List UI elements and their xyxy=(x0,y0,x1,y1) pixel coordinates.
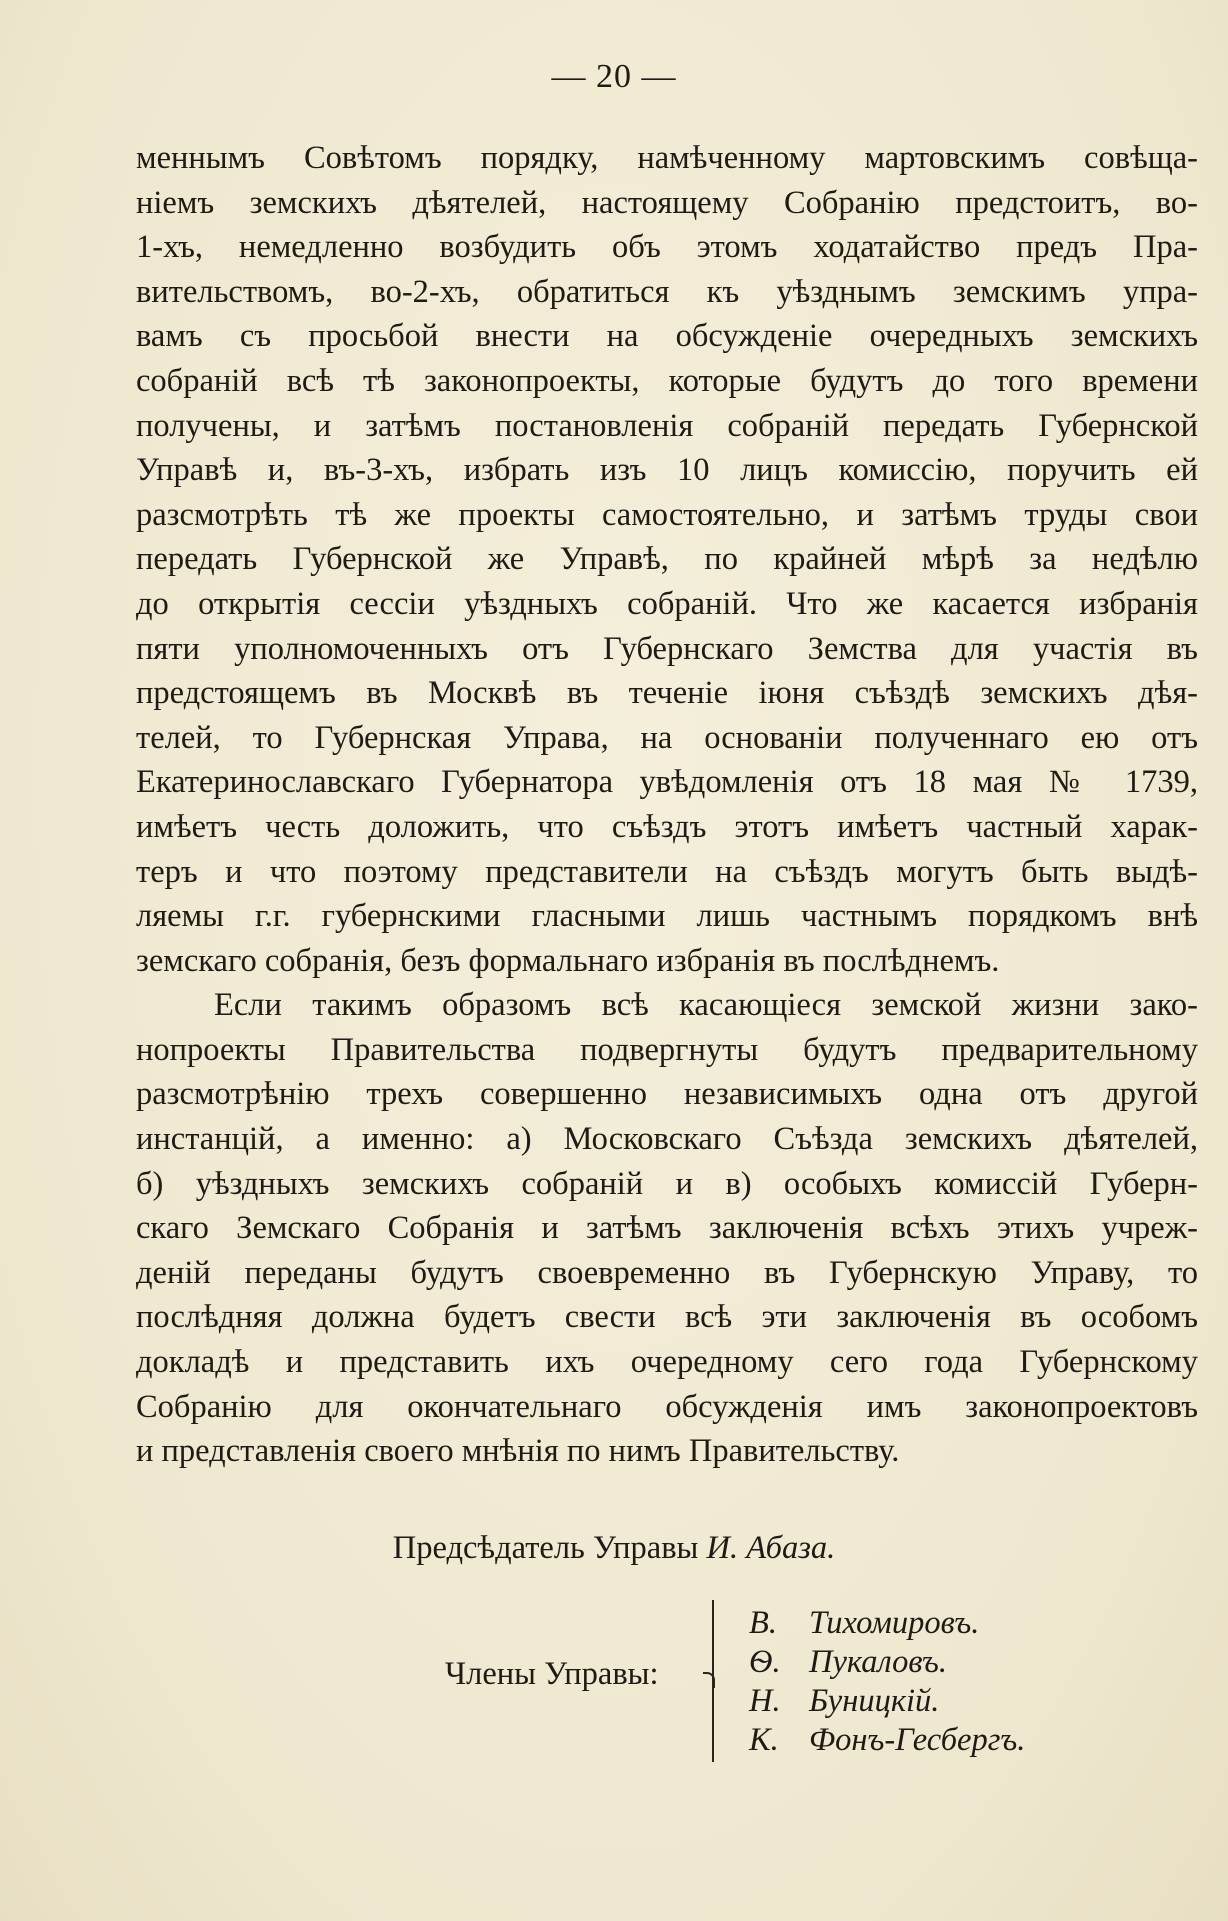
text-line: Собранію для окончательнаго обсужденія имъ законопроектовъ xyxy=(136,1388,1198,1425)
member-initial: Н. xyxy=(749,1683,781,1719)
members-list xyxy=(749,1604,1189,1760)
text-line: вительствомъ, во-2-хъ, обратиться къ уѣзднымъ земскимъ упра- xyxy=(136,273,1198,310)
member-surname: Фонъ-Гесбергъ. xyxy=(809,1722,1026,1758)
text-line: скаго Земскаго Собранія и затѣмъ заключенія всѣхъ этихъ учреж- xyxy=(136,1210,1198,1247)
text-line: предстоящемъ въ Москвѣ въ теченіе іюня съѣздѣ земскихъ дѣя- xyxy=(136,675,1198,712)
text-line: пяти уполномоченныхъ отъ Губернскаго Земства для участія въ xyxy=(136,630,1198,667)
text-line: 1-хъ, немедленно возбудить объ этомъ ходатайство предъ Пра- xyxy=(136,229,1198,266)
member-initial: В. xyxy=(749,1605,777,1641)
member-surname: Пукаловъ. xyxy=(809,1644,948,1680)
text-line: деній переданы будутъ своевременно въ Губернскую Управу, то xyxy=(136,1254,1198,1291)
text-line: ляемы г.г. губернскими гласными лишь частнымъ порядкомъ внѣ xyxy=(136,898,1198,935)
member-entry xyxy=(749,1682,1189,1721)
members-label: Члены Управы: xyxy=(445,1656,659,1692)
text-line: Екатеринославскаго Губернатора увѣдомленія отъ 18 мая № 1739, xyxy=(136,764,1198,801)
body-text xyxy=(136,136,1198,1474)
member-surname: Буницкій. xyxy=(809,1683,940,1719)
text-line: б) уѣздныхъ земскихъ собраній и в) особыхъ комиссій Губерн- xyxy=(136,1165,1198,1202)
text-line: Управѣ и, въ-3-хъ, избрать изъ 10 лицъ комиссію, поручить ей xyxy=(136,452,1198,489)
paragraph-first-line: Если такимъ образомъ всѣ касающіеся земской жизни зако- xyxy=(214,987,1198,1024)
text-line: меннымъ Совѣтомъ порядку, намѣченному мартовскимъ совѣща- xyxy=(136,140,1198,176)
text-line: имѣетъ честь доложить, что съѣздъ этотъ имѣетъ частный харак- xyxy=(136,808,1198,845)
chairman-signature xyxy=(0,1526,1228,1570)
member-surname: Тихомировъ. xyxy=(809,1605,980,1641)
member-entry xyxy=(749,1643,1189,1682)
text-line: инстанцій, а именно: а) Московскаго Съѣзда земскихъ дѣятелей, xyxy=(136,1121,1198,1158)
text-line: до открытія сессіи уѣздныхъ собраній. Что же касается избранія xyxy=(136,585,1198,622)
members-brace-tip xyxy=(703,1672,715,1688)
text-line: получены, и затѣмъ постановленія собраній передать Губернской xyxy=(136,407,1198,444)
page-number: — 20 — xyxy=(551,58,677,95)
text-line: разсмотрѣнію трехъ совершенно независимыхъ одна отъ другой xyxy=(136,1076,1198,1113)
paragraph-last-line: и представленія своего мнѣнія по нимъ Правительству. xyxy=(136,1433,900,1470)
text-line: телей, то Губернская Управа, на основаніи полученнаго ею отъ xyxy=(136,719,1198,756)
member-initial: К. xyxy=(749,1722,779,1758)
member-initial: Ѳ. xyxy=(749,1644,781,1680)
text-line: ніемъ земскихъ дѣятелей, настоящему Собранію предстоитъ, во- xyxy=(136,184,1198,221)
chairman-name: И. Абаза. xyxy=(706,1530,836,1566)
text-line: собраній всѣ тѣ законопроекты, которые будутъ до того времени xyxy=(136,362,1198,399)
text-line: послѣдняя должна будетъ свести всѣ эти заключенія въ особомъ xyxy=(136,1299,1198,1336)
text-line: разсмотрѣть тѣ же проекты самостоятельно, и затѣмъ труды свои xyxy=(136,496,1198,533)
text-line: теръ и что поэтому представители на съѣздъ могутъ быть выдѣ- xyxy=(136,853,1198,890)
text-line: передать Губернской же Управѣ, по крайней мѣрѣ за недѣлю xyxy=(136,541,1198,578)
member-entry xyxy=(749,1721,1189,1760)
paragraph-last-line: земскаго собранія, безъ формальнаго избранія въ послѣднемъ. xyxy=(136,942,1000,979)
member-entry xyxy=(749,1604,1189,1643)
text-line: докладѣ и представить ихъ очередному сего года Губернскому xyxy=(136,1344,1198,1381)
chairman-title: Предсѣдатель Управы xyxy=(392,1530,699,1566)
text-line: вамъ съ просьбой внести на обсужденіе очередныхъ земскихъ xyxy=(136,318,1198,355)
text-line: нопроекты Правительства подвергнуты будутъ предварительному xyxy=(136,1031,1198,1068)
